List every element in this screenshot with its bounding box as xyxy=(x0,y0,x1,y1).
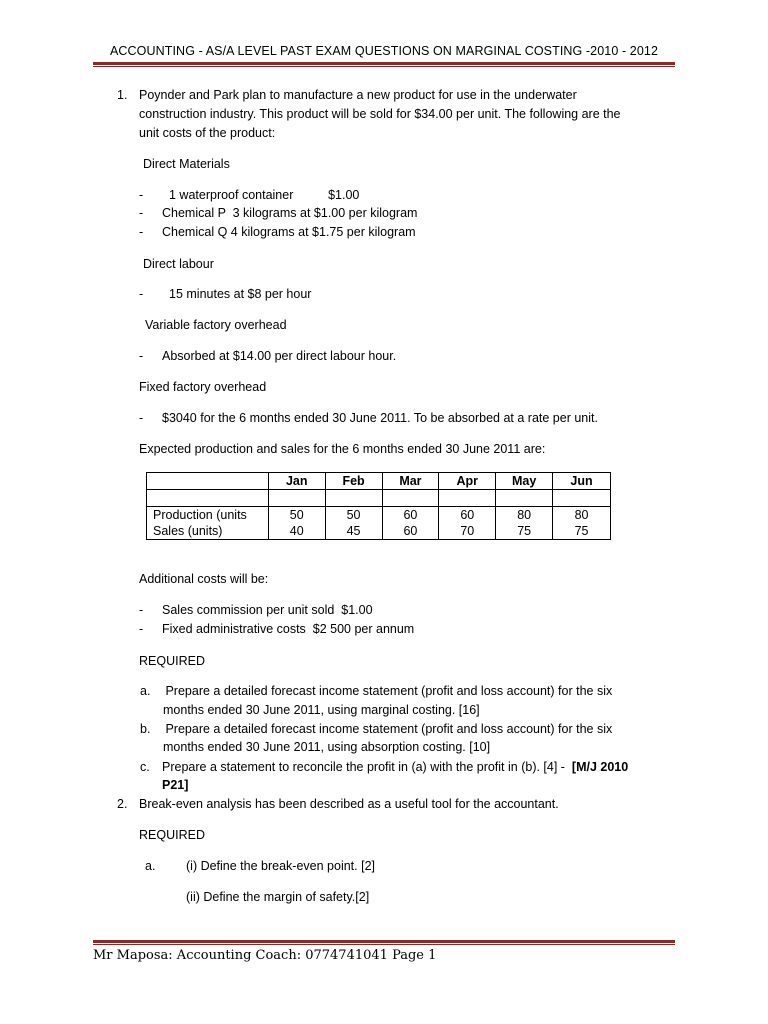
exam-reference-paper: P21] xyxy=(162,778,189,792)
table-row-label: Production (units xyxy=(147,507,269,524)
required-label: REQUIRED xyxy=(139,654,205,668)
q2-part-i: (i) Define the break-even point. [2] xyxy=(186,859,375,873)
table-header-month: Mar xyxy=(382,473,439,490)
header-rule xyxy=(93,62,675,67)
vfo-item: Absorbed at $14.00 per direct labour hour. xyxy=(162,349,397,363)
question-number-1: 1. xyxy=(117,88,128,102)
part-c-text: Prepare a statement to reconcile the profit in (a) with the profit in (b). [4] - xyxy=(162,760,572,774)
dm-item-container: 1 waterproof container $1.00 xyxy=(169,188,360,202)
additional-costs-heading: Additional costs will be: xyxy=(139,572,269,586)
page-footer: Mr Maposa: Accounting Coach: 0774741041 Page 1 xyxy=(93,948,437,963)
part-b-line1: Prepare a detailed forecast income statement (profit and loss account) for the six xyxy=(162,722,613,736)
table-header-row xyxy=(147,473,611,490)
dash-bullet: - xyxy=(139,188,144,202)
table-row-label: Sales (units) xyxy=(147,523,269,540)
part-a-line1: Prepare a detailed forecast income statement (profit and loss account) for the six xyxy=(162,684,613,698)
page-header: ACCOUNTING - AS/A LEVEL PAST EXAM QUESTIONS ON MARGINAL COSTING -2010 - 2012 xyxy=(109,44,659,58)
expected-text: Expected production and sales for the 6 months ended 30 June 2011 are: xyxy=(139,442,546,456)
q2-part-letter-a: a. xyxy=(145,859,156,873)
dash-bullet: - xyxy=(139,287,144,301)
table-header-month: Jun xyxy=(553,473,611,490)
dash-bullet: - xyxy=(139,622,144,636)
table-cell: 80 xyxy=(496,507,553,524)
table-header-month: Apr xyxy=(439,473,496,490)
q2-required-label: REQUIRED xyxy=(139,828,205,842)
fixed-overhead-heading: Fixed factory overhead xyxy=(139,380,267,394)
direct-materials-heading: Direct Materials xyxy=(143,157,230,171)
q2-part-ii: (ii) Define the margin of safety.[2] xyxy=(186,890,370,904)
table-header-empty xyxy=(147,473,269,490)
table-cell: 60 xyxy=(382,507,439,524)
dash-bullet: - xyxy=(139,411,144,425)
table-cell: 60 xyxy=(439,507,496,524)
table-cell: 50 xyxy=(268,507,325,524)
table-blank-row xyxy=(147,490,611,507)
table-cell: 40 xyxy=(268,523,325,540)
dash-bullet: - xyxy=(139,603,144,617)
direct-labour-heading: Direct labour xyxy=(143,257,214,271)
footer-rule xyxy=(93,940,675,945)
table-header-month: May xyxy=(496,473,553,490)
dash-bullet: - xyxy=(139,206,144,220)
exam-reference: [M/J 2010 xyxy=(571,760,629,774)
table-row-sales xyxy=(147,523,611,540)
dash-bullet: - xyxy=(139,349,144,363)
dm-item-chemical-q: Chemical Q 4 kilograms at $1.75 per kilogram xyxy=(162,225,416,239)
q1-intro-line3: unit costs of the product: xyxy=(139,126,276,140)
exam-reference-cont xyxy=(162,778,188,792)
table-cell: 50 xyxy=(325,507,382,524)
q1-intro-line1: Poynder and Park plan to manufacture a new product for use in the underwater xyxy=(139,88,577,102)
table-row-production xyxy=(147,507,611,524)
table-cell: 80 xyxy=(553,507,611,524)
table-cell: 75 xyxy=(496,523,553,540)
q2-intro: Break-even analysis has been described as a useful tool for the accountant. xyxy=(139,797,559,811)
dl-item: 15 minutes at $8 per hour xyxy=(169,287,312,301)
table-header-month: Jan xyxy=(268,473,325,490)
dm-item-chemical-p: Chemical P 3 kilograms at $1.00 per kilogram xyxy=(162,206,418,220)
ffo-item: $3040 for the 6 months ended 30 June 2011. To be absorbed at a rate per unit. xyxy=(162,411,598,425)
production-sales-table xyxy=(146,472,611,540)
table-cell: 70 xyxy=(439,523,496,540)
part-letter-a: a. xyxy=(140,684,151,698)
dash-bullet: - xyxy=(139,225,144,239)
part-letter-c: c. xyxy=(140,760,150,774)
table-cell: 45 xyxy=(325,523,382,540)
variable-overhead-heading: Variable factory overhead xyxy=(145,318,287,332)
table-cell: 75 xyxy=(553,523,611,540)
table-cell: 60 xyxy=(382,523,439,540)
additional-item-admin: Fixed administrative costs $2 500 per annum xyxy=(162,622,415,636)
q1-intro-line2: construction industry. This product will be sold for $34.00 per unit. The following are the xyxy=(139,107,621,121)
additional-item-commission: Sales commission per unit sold $1.00 xyxy=(162,603,373,617)
question-number-2: 2. xyxy=(117,797,128,811)
table-header-month: Feb xyxy=(325,473,382,490)
part-b-line2: months ended 30 June 2011, using absorption costing. [10] xyxy=(163,740,491,754)
part-c-line1 xyxy=(162,760,628,774)
part-letter-b: b. xyxy=(140,722,151,736)
part-a-line2: months ended 30 June 2011, using marginal costing. [16] xyxy=(163,703,480,717)
